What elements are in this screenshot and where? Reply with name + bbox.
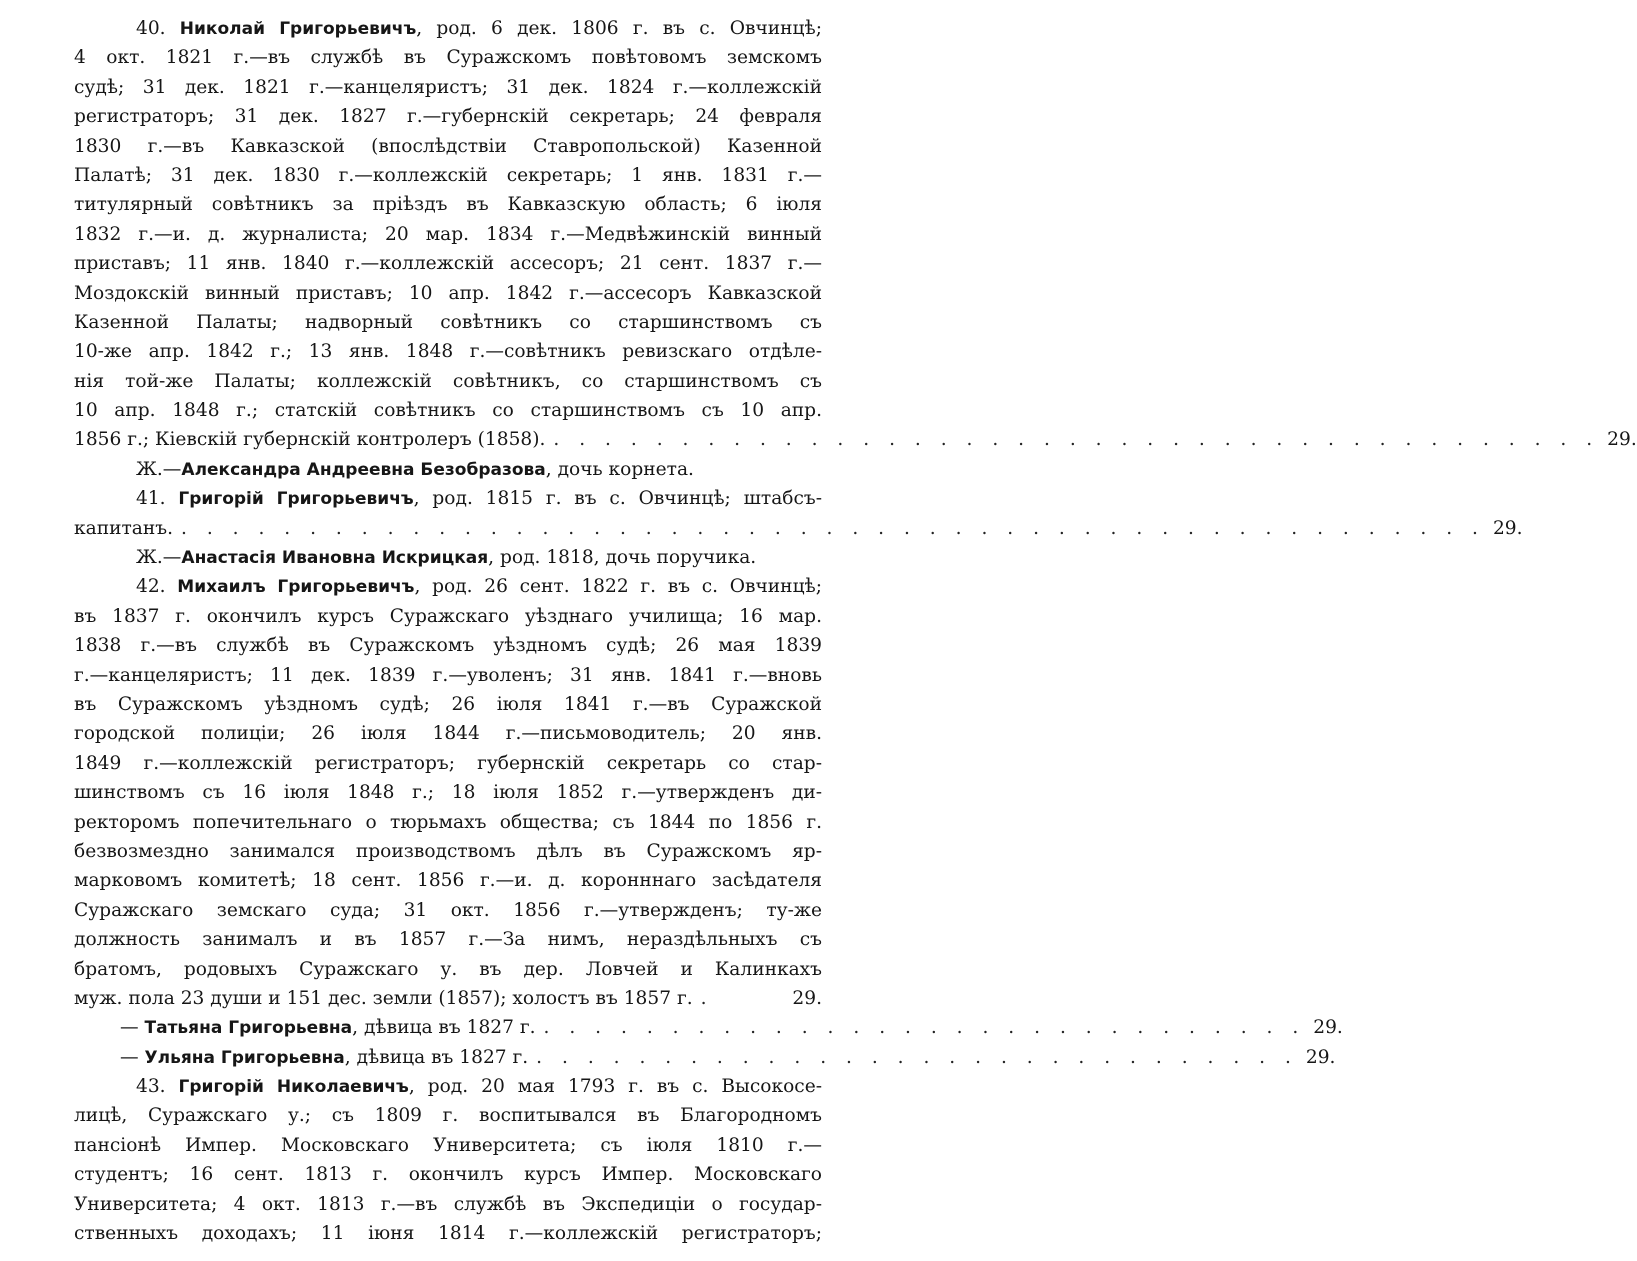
entry-line: регистраторъ; 31 дек. 1827 г.—губернскій секретарь; 24 февраля: [74, 106, 822, 128]
entry-text: , род. 6 дек. 1806 г. въ с. Овчинцѣ;: [416, 18, 822, 39]
entry-line: 4 окт. 1821 г.—въ службѣ въ Суражскомъ повѣтовомъ земскомъ: [74, 47, 822, 69]
entry-line: судѣ; 31 дек. 1821 г.—канцеляристъ; 31 дек. 1824 г.—коллежскій: [74, 76, 822, 98]
dash: —: [120, 1017, 145, 1039]
entry-line: титулярный совѣтникъ за пріѣздъ въ Кавказскую область; 6 іюля: [74, 194, 822, 216]
entry-line: лицѣ, Суражскаго у.; съ 1809 г. воспитывался въ Благородномъ: [74, 1105, 822, 1127]
entry-line: городской полиціи; 26 іюля 1844 г.—письмоводитель; 20 янв.: [74, 723, 822, 745]
entry-text: , род. 20 мая 1793 г. въ с. Высокосе-: [408, 1076, 822, 1098]
page-reference: 29.: [792, 987, 822, 1009]
entry-line: Суражскаго земскаго суда; 31 окт. 1856 г.—утвержденъ; ту-же: [74, 899, 822, 921]
entry-line: г.—канцеляристъ; 11 дек. 1839 г.—уволенъ; 31 янв. 1841 г.—вновь: [74, 664, 822, 686]
entry-line: 10 апр. 1848 г.; статскій совѣтникъ со старшинствомъ съ 10 апр.: [74, 400, 822, 422]
entry-line: ственныхъ доходахъ; 11 іюня 1814 г.—коллежскій регистраторъ;: [74, 1223, 822, 1245]
entry-line: шинствомъ съ 16 іюля 1848 г.; 18 іюля 1852 г.—утвержденъ ди-: [74, 782, 822, 804]
entry-line: приставъ; 11 янв. 1840 г.—коллежскій ассесоръ; 21 сент. 1837 г.—: [74, 253, 822, 275]
entry-line: нія той-же Палаты; коллежскій совѣтникъ, со старшинствомъ съ: [74, 370, 822, 392]
person-name: Ульяна Григорьевна: [144, 1047, 345, 1068]
dot-leader: . . . . . . . . . . . . . . . . . . . . . . . . . . . . . .: [543, 1017, 1306, 1039]
entry-line: безвозмездно занимался производствомъ дѣлъ въ Суражскомъ яр-: [74, 840, 822, 862]
entry-line: 1838 г.—въ службѣ въ Суражскомъ уѣздномъ судѣ; 26 мая 1839: [74, 635, 822, 657]
entry-line: марковомъ комитетѣ; 18 сент. 1856 г.—и. д. коронннаго засѣдателя: [74, 870, 822, 892]
entry-line: въ Суражскомъ уѣздномъ судѣ; 26 іюля 1841 г.—въ Суражской: [74, 693, 822, 715]
entry-line: Казенной Палаты; надворный совѣтникъ со старшинствомъ съ: [74, 311, 822, 333]
sister-description: , дѣвица въ 1827 г.: [352, 1017, 536, 1039]
document-page: [74, 14, 1637, 1248]
wife-line: [74, 543, 822, 572]
entry-text: капитанъ.: [74, 517, 173, 539]
entry-line: Палатѣ; 31 дек. 1830 г.—коллежскій секретарь; 1 янв. 1831 г.—: [74, 164, 822, 186]
entry-first-line: [74, 484, 822, 513]
entry-line: 1849 г.—коллежскій регистраторъ; губернскій секретарь со стар-: [74, 752, 822, 774]
sister-description: , дѣвица въ 1827 г.: [344, 1046, 529, 1068]
entry-line: должность занималъ и въ 1857 г.—За нимъ, нераздѣльныхъ съ: [74, 929, 822, 951]
dash: —: [120, 1046, 145, 1068]
entry-line: братомъ, родовыхъ Суражскаго у. въ дер. Ловчей и Калинкахъ: [74, 958, 822, 980]
entry-40: [74, 14, 1637, 484]
entry-number: 43.: [136, 1076, 166, 1098]
entry-text: муж. пола 23 души и 151 дес. земли (1857); холостъ въ 1857 г.: [74, 987, 693, 1009]
entry-41: [74, 484, 1523, 572]
page-reference: 29.: [1305, 1046, 1336, 1068]
page-reference: 29.: [1492, 517, 1523, 539]
person-name: Григорій Николаевичъ: [178, 1077, 409, 1098]
entry-line: Моздокскій винный приставъ; 10 апр. 1842 г.—ассесоръ Кавказской: [74, 282, 822, 304]
page-reference: 29.: [1313, 1017, 1343, 1039]
entry-number: 42.: [136, 576, 166, 598]
wife-description: , дочь корнета.: [545, 458, 694, 480]
entry-line: Университета; 4 окт. 1813 г.—въ службѣ въ Экспедиціи о государ-: [74, 1193, 822, 1215]
entry-text: 1856 г.; Кіевскій губернскій контролеръ (1858).: [74, 429, 546, 451]
wife-name: Анастасія Ивановна Искрицкая: [181, 548, 489, 569]
entry-42: [74, 572, 822, 1013]
person-name: Николай Григорьевичъ: [179, 19, 417, 39]
entry-line: пансіонѣ Импер. Московскаго Университета; съ іюля 1810 г.—: [74, 1134, 822, 1156]
wife-line: [74, 455, 822, 484]
entry-number: 40.: [136, 18, 166, 39]
person-name: Михаилъ Григорьевичъ: [177, 577, 415, 598]
sister-text: [120, 1013, 536, 1043]
entry-text: , род. 26 сент. 1822 г. въ с. Овчинцѣ;: [414, 576, 823, 598]
entry-last-line: [74, 425, 1637, 454]
sister-text: [120, 1043, 528, 1073]
wife-prefix: Ж.—: [136, 547, 182, 569]
page-reference: 29.: [1607, 429, 1637, 451]
person-name: Григорій Григорьевичъ: [178, 489, 414, 510]
entry-line: ректоромъ попечительнаго о тюрьмахъ общества; съ 1844 по 1856 г.: [74, 811, 822, 833]
entry-43: [74, 1072, 822, 1248]
entry-last-line: [74, 514, 1523, 543]
wife-prefix: Ж.—: [136, 458, 182, 480]
sister-line: [74, 1043, 1336, 1072]
entry-line: 1832 г.—и. д. журналиста; 20 мар. 1834 г.—Медвѣжинскій винный: [74, 223, 822, 245]
entry-line: 10-же апр. 1842 г.; 13 янв. 1848 г.—совѣтникъ ревизскаго отдѣле-: [74, 341, 822, 363]
entry-first-line: [74, 14, 822, 43]
entry-line: 1830 г.—въ Кавказской (впослѣдствіи Ставропольской) Казенной: [74, 135, 822, 157]
entry-last-line: [74, 984, 822, 1013]
entry-text: , род. 1815 г. въ с. Овчинцѣ; штабсъ-: [413, 488, 823, 510]
wife-name: Александра Андреевна Безобразова: [181, 459, 546, 480]
entry-line: въ 1837 г. окончилъ курсъ Суражскаго уѣзднаго училища; 16 мар.: [74, 605, 822, 627]
entry-line: студентъ; 16 сент. 1813 г. окончилъ курсъ Импер. Московскаго: [74, 1164, 822, 1186]
wife-description: , род. 1818, дочь поручика.: [488, 547, 757, 569]
entry-first-line: [74, 572, 822, 601]
dot-leader: . . . . . . . . . . . . . . . . . . . . . . . . . . . . . . . . . . . . . . . . . . . . . . . . . . .: [181, 517, 1485, 539]
entry-number: 41.: [136, 488, 166, 510]
sister-line: [74, 1013, 1343, 1042]
person-name: Татьяна Григорьевна: [144, 1018, 353, 1039]
dot-leader: . . . . . . . . . . . . . . . . . . . . . . . . . . . . . .: [536, 1046, 1298, 1068]
entry-first-line: [74, 1072, 822, 1101]
dot-leader: . . . . . . . . . . . . . . . . . . . . . . . . . . . . . . . . . . . . . . . . .: [553, 429, 1600, 451]
dot-leader: .: [700, 987, 714, 1009]
